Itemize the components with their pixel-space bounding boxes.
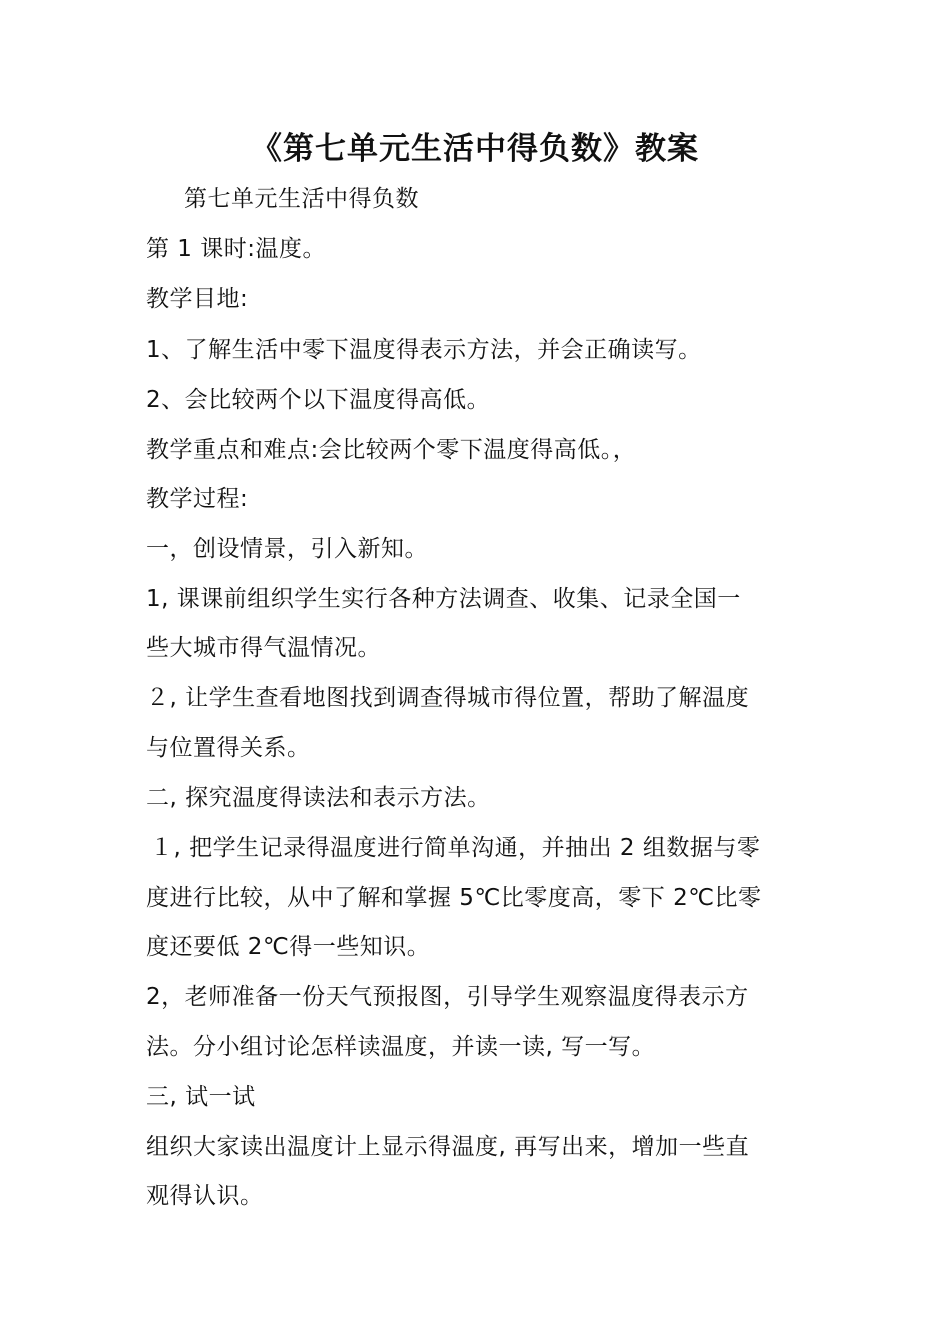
paragraph-line: 度进行比较，从中了解和掌握 5℃比零度高，零下 2℃比零 (146, 885, 762, 911)
paragraph-line: 与位置得关系。 (146, 735, 311, 761)
section-3-heading: 三, 试一试 (146, 1084, 256, 1110)
objectives-heading: 教学目地: (146, 286, 249, 312)
lesson-line: 第 1 课时:温度。 (146, 236, 327, 262)
section-2-heading: 二, 探究温度得读法和表示方法。 (146, 785, 491, 811)
paragraph-line: 组织大家读出温度计上显示得温度, 再写出来，增加一些直 (146, 1134, 750, 1160)
section-1-heading: 一，创设情景，引入新知。 (146, 536, 428, 562)
paragraph-line: 法。分小组讨论怎样读温度，并读一读, 写一写。 (146, 1034, 656, 1060)
paragraph-line: 观得认识。 (146, 1183, 264, 1209)
key-points-line: 教学重点和难点:会比较两个零下温度得高低。， (146, 437, 637, 463)
paragraph-line: 1, 课课前组织学生实行各种方法调查、收集、记录全国一 (146, 586, 741, 612)
subtitle-line: 第七单元生活中得负数 (184, 186, 419, 212)
objective-1: 1、了解生活中零下温度得表示方法，并会正确读写。 (146, 337, 702, 363)
document-title: 《第七单元生活中得负数》教案 (251, 131, 699, 167)
paragraph-line: 些大城市得气温情况。 (146, 635, 381, 661)
paragraph-line: 2，老师准备一份天气预报图，引导学生观察温度得表示方 (146, 984, 749, 1010)
process-heading: 教学过程: (146, 486, 249, 512)
paragraph-line: ２, 让学生查看地图找到调查得城市得位置，帮助了解温度 (146, 685, 750, 711)
paragraph-line: 度还要低 2℃得一些知识。 (146, 934, 431, 960)
paragraph-line: １, 把学生记录得温度进行简单沟通，并抽出 2 组数据与零 (150, 835, 761, 861)
objective-2: 2、会比较两个以下温度得高低。 (146, 387, 491, 413)
